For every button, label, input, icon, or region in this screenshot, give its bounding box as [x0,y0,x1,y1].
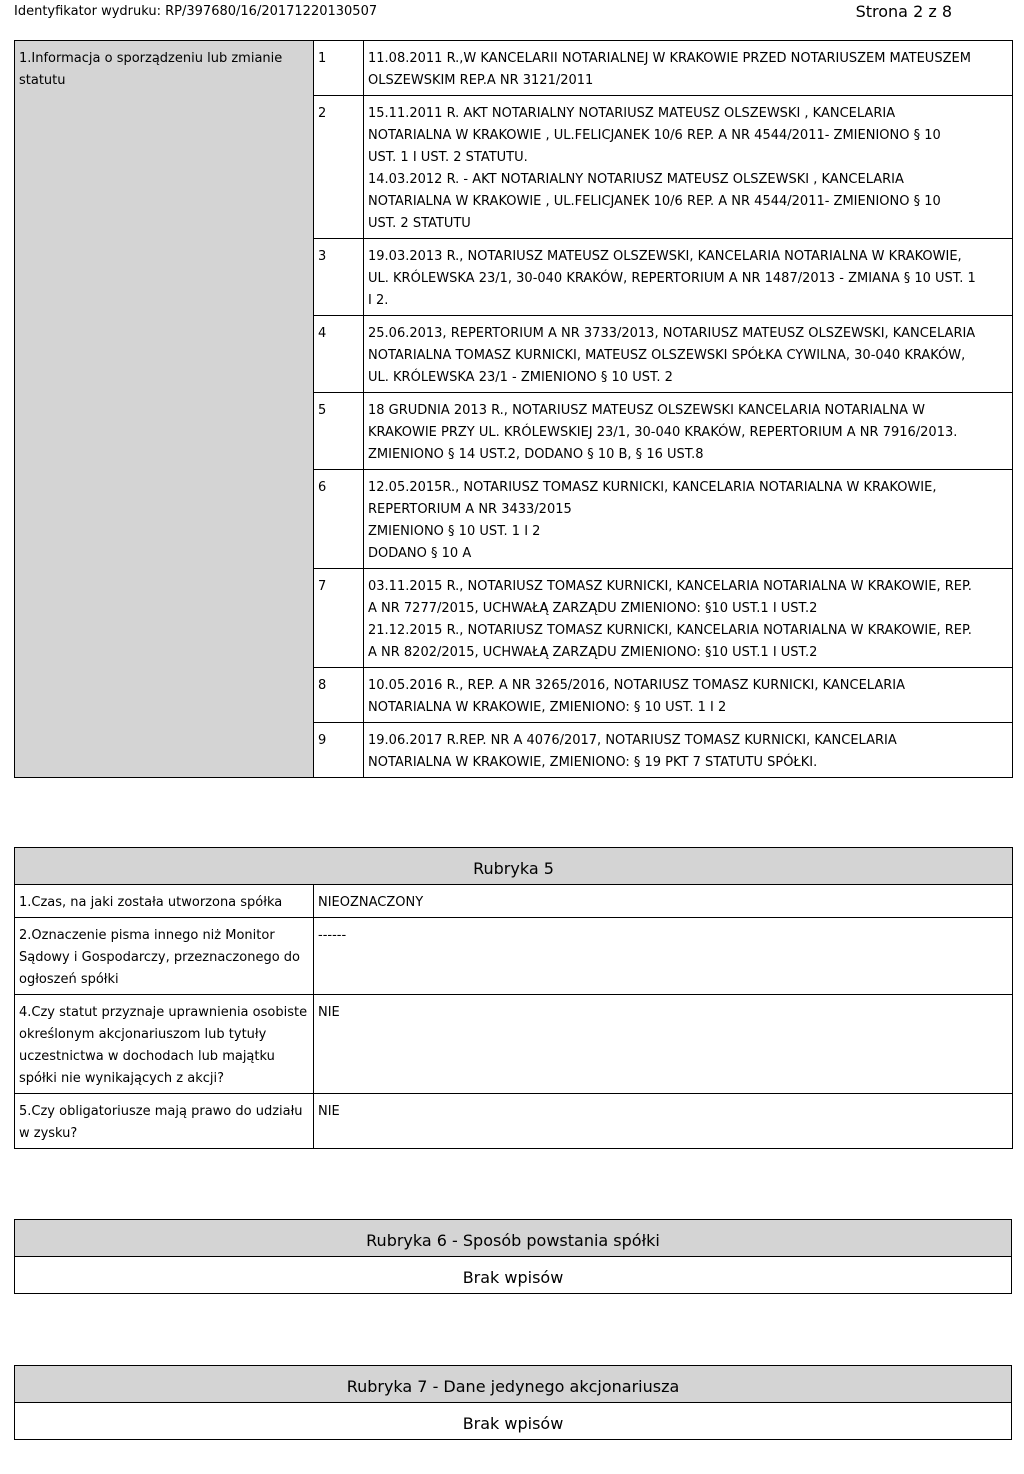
rubryka-row [15,885,1013,918]
page-number: Strona 2 z 8 [855,2,952,21]
entry-line: 15.11.2011 R. AKT NOTARIALNY NOTARIUSZ MATEUSZ OLSZEWSKI , KANCELARIA [368,106,896,121]
entry-line: 11.08.2011 R.,W KANCELARII NOTARIALNEJ W KRAKOWIE PRZED NOTARIUSZEM MATEUSZEM [368,51,971,66]
entry-line: 10.05.2016 R., REP. A NR 3265/2016, NOTARIUSZ TOMASZ KURNICKI, KANCELARIA [368,678,905,693]
statute-label: 1.Informacja o sporządzeniu lub zmianie statutu [15,41,314,778]
entry-number: 1 [314,41,364,96]
entry-line: 18 GRUDNIA 2013 R., NOTARIUSZ MATEUSZ OLSZEWSKI KANCELARIA NOTARIALNA W [368,403,925,418]
entry-number: 9 [314,723,364,778]
row-value: ------ [314,918,1013,995]
entry-text [364,569,1013,668]
entry-line: 03.11.2015 R., NOTARIUSZ TOMASZ KURNICKI, KANCELARIA NOTARIALNA W KRAKOWIE, REP. [368,579,972,594]
entry-line: OLSZEWSKIM REP.A NR 3121/2011 [368,73,594,88]
no-entries-text: Brak wpisów [15,1257,1012,1294]
entry-line: REPERTORIUM A NR 3433/2015 [368,502,572,517]
entry-text [364,393,1013,470]
entry-line: 12.05.2015R., NOTARIUSZ TOMASZ KURNICKI, KANCELARIA NOTARIALNA W KRAKOWIE, [368,480,937,495]
entry-line: NOTARIALNA TOMASZ KURNICKI, MATEUSZ OLSZEWSKI SPÓŁKA CYWILNA, 30-040 KRAKÓW, [368,348,966,363]
rubryka-row [15,995,1013,1094]
row-value: NIEOZNACZONY [314,885,1013,918]
entry-number: 7 [314,569,364,668]
statute-table [14,40,1013,778]
entry-line: A NR 8202/2015, UCHWAŁĄ ZARZĄDU ZMIENIONO: §10 UST.1 I UST.2 [368,645,818,660]
statute-row [15,41,1013,96]
entry-line: 25.06.2013, REPERTORIUM A NR 3733/2013, NOTARIUSZ MATEUSZ OLSZEWSKI, KANCELARIA [368,326,976,341]
rubryka-6-title: Rubryka 6 - Sposób powstania spółki [15,1220,1012,1257]
entry-text [364,41,1013,96]
entry-line: KRAKOWIE PRZY UL. KRÓLEWSKIEJ 23/1, 30-040 KRAKÓW, REPERTORIUM A NR 7916/2013. [368,425,958,440]
entry-text [364,239,1013,316]
no-entries-text: Brak wpisów [15,1403,1012,1440]
entry-line: UST. 2 STATUTU [368,216,471,231]
entry-line: DODANO § 10 A [368,546,472,561]
entry-line: NOTARIALNA W KRAKOWIE, ZMIENIONO: § 19 PKT 7 STATUTU SPÓŁKI. [368,755,818,770]
entry-number: 6 [314,470,364,569]
rubryka-6-table [14,1219,1012,1294]
entry-line: ZMIENIONO § 14 UST.2, DODANO § 10 B, § 16 UST.8 [368,447,704,462]
entry-text [364,316,1013,393]
statute-body [15,41,1013,778]
entry-text [364,96,1013,239]
rubryka-7-title: Rubryka 7 - Dane jedynego akcjonariusza [15,1366,1012,1403]
entry-text [364,723,1013,778]
row-label: 2.Oznaczenie pisma innego niż Monitor Sądowy i Gospodarczy, przeznaczonego do ogłoszeń spółki [15,918,314,995]
row-value: NIE [314,995,1013,1094]
rubryka-5-table [14,847,1013,1149]
entry-line: A NR 7277/2015, UCHWAŁĄ ZARZĄDU ZMIENIONO: §10 UST.1 I UST.2 [368,601,818,616]
entry-line: UL. KRÓLEWSKA 23/1 - ZMIENIONO § 10 UST. 2 [368,370,673,385]
rubryka-row [15,918,1013,995]
rubryka-5-title: Rubryka 5 [15,848,1013,885]
row-label: 4.Czy statut przyznaje uprawnienia osobiste określonym akcjonariuszom lub tytuły uczestnictwa w dochodach lub majątku spółki nie wynikających z akcji? [15,995,314,1094]
entry-number: 5 [314,393,364,470]
entry-line: I 2. [368,293,389,308]
row-label: 1.Czas, na jaki została utworzona spółka [15,885,314,918]
entry-line: 14.03.2012 R. - AKT NOTARIALNY NOTARIUSZ MATEUSZ OLSZEWSKI , KANCELARIA [368,172,904,187]
rubryka-row [15,1094,1013,1149]
entry-text [364,470,1013,569]
entry-text [364,668,1013,723]
entry-line: NOTARIALNA W KRAKOWIE , UL.FELICJANEK 10/6 REP. A NR 4544/2011- ZMIENIONO § 10 [368,128,941,143]
entry-number: 8 [314,668,364,723]
entry-line: ZMIENIONO § 10 UST. 1 I 2 [368,524,541,539]
entry-line: UL. KRÓLEWSKA 23/1, 30-040 KRAKÓW, REPERTORIUM A NR 1487/2013 - ZMIANA § 10 UST. 1 [368,271,976,286]
print-identifier: Identyfikator wydruku: RP/397680/16/20171220130507 [14,4,378,19]
entry-line: UST. 1 I UST. 2 STATUTU. [368,150,528,165]
entry-number: 3 [314,239,364,316]
entry-line: NOTARIALNA W KRAKOWIE , UL.FELICJANEK 10/6 REP. A NR 4544/2011- ZMIENIONO § 10 [368,194,941,209]
entry-number: 4 [314,316,364,393]
entry-line: 19.06.2017 R.REP. NR A 4076/2017, NOTARIUSZ TOMASZ KURNICKI, KANCELARIA [368,733,897,748]
entry-line: 19.03.2013 R., NOTARIUSZ MATEUSZ OLSZEWSKI, KANCELARIA NOTARIALNA W KRAKOWIE, [368,249,962,264]
entry-line: NOTARIALNA W KRAKOWIE, ZMIENIONO: § 10 UST. 1 I 2 [368,700,727,715]
row-value: NIE [314,1094,1013,1149]
entry-number: 2 [314,96,364,239]
rubryka-7-table [14,1365,1012,1440]
entry-line: 21.12.2015 R., NOTARIUSZ TOMASZ KURNICKI, KANCELARIA NOTARIALNA W KRAKOWIE, REP. [368,623,972,638]
row-label: 5.Czy obligatoriusze mają prawo do udziału w zysku? [15,1094,314,1149]
